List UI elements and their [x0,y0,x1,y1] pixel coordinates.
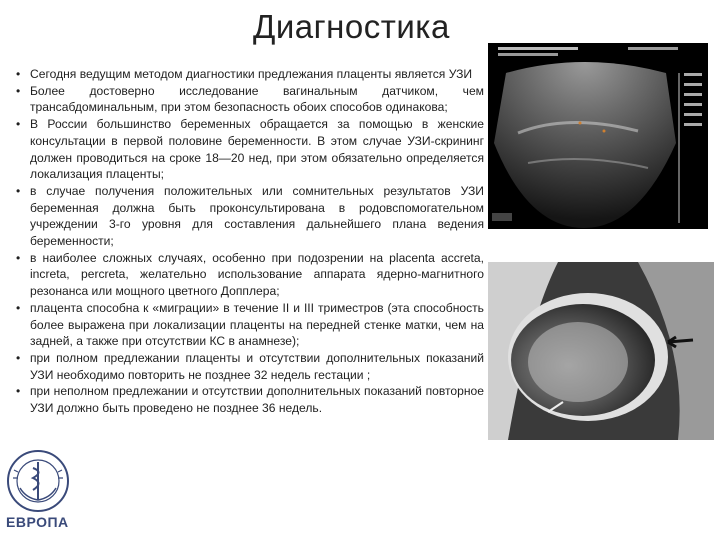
list-item: • в случае получения положительных или сомнительных результатов УЗИ беременная должна быть проконсультирована в родовспомогательном учреждении 3-го уровня для составления дальнейшего плана ведения беременности; [14,183,484,250]
list-item: • Сегодня ведущим методом диагностики предлежания плаценты является УЗИ [14,66,484,83]
mri-image [488,262,714,440]
list-item: • в наиболее сложных случаях, особенно при подозрении на placenta accreta, increta, percreta, желательно использование аппарата ядерно-магнитного резонанса или мощного цветного Допплера; [14,250,484,300]
list-item: • при неполном предлежании и отсутствии дополнительных показаний повторное УЗИ должно быть проведено не позднее 36 недель. [14,383,484,416]
list-item: • В России большинство беременных обращается за помощью в женские консультации в первой половине беременности. В этом случае УЗИ-скрининг должен проводиться на сроке 18—20 нед, при этом обязательно определяется локализация плаценты; [14,116,484,183]
list-item: • при полном предлежании плаценты и отсутствии дополнительных показаний УЗИ необходимо повторить не позднее 32 недель гестации ; [14,350,484,383]
slide-title: Диагностика [253,8,450,45]
bullet-list [14,66,484,417]
logo-text: ЕВРОПА [6,514,69,530]
ultrasound-image [488,43,708,229]
list-item: • Более достоверно исследование вагинальным датчиком, чем трансабдоминальным, при этом безопасность обоих способов одинакова; [14,83,484,116]
list-item: • плацента способна к «миграции» в течение II и III триместров (эта способность более выражена при локализации плаценты на передней стенке матки, чем на задней, а также при отсутствии КС в анамнезе); [14,300,484,350]
